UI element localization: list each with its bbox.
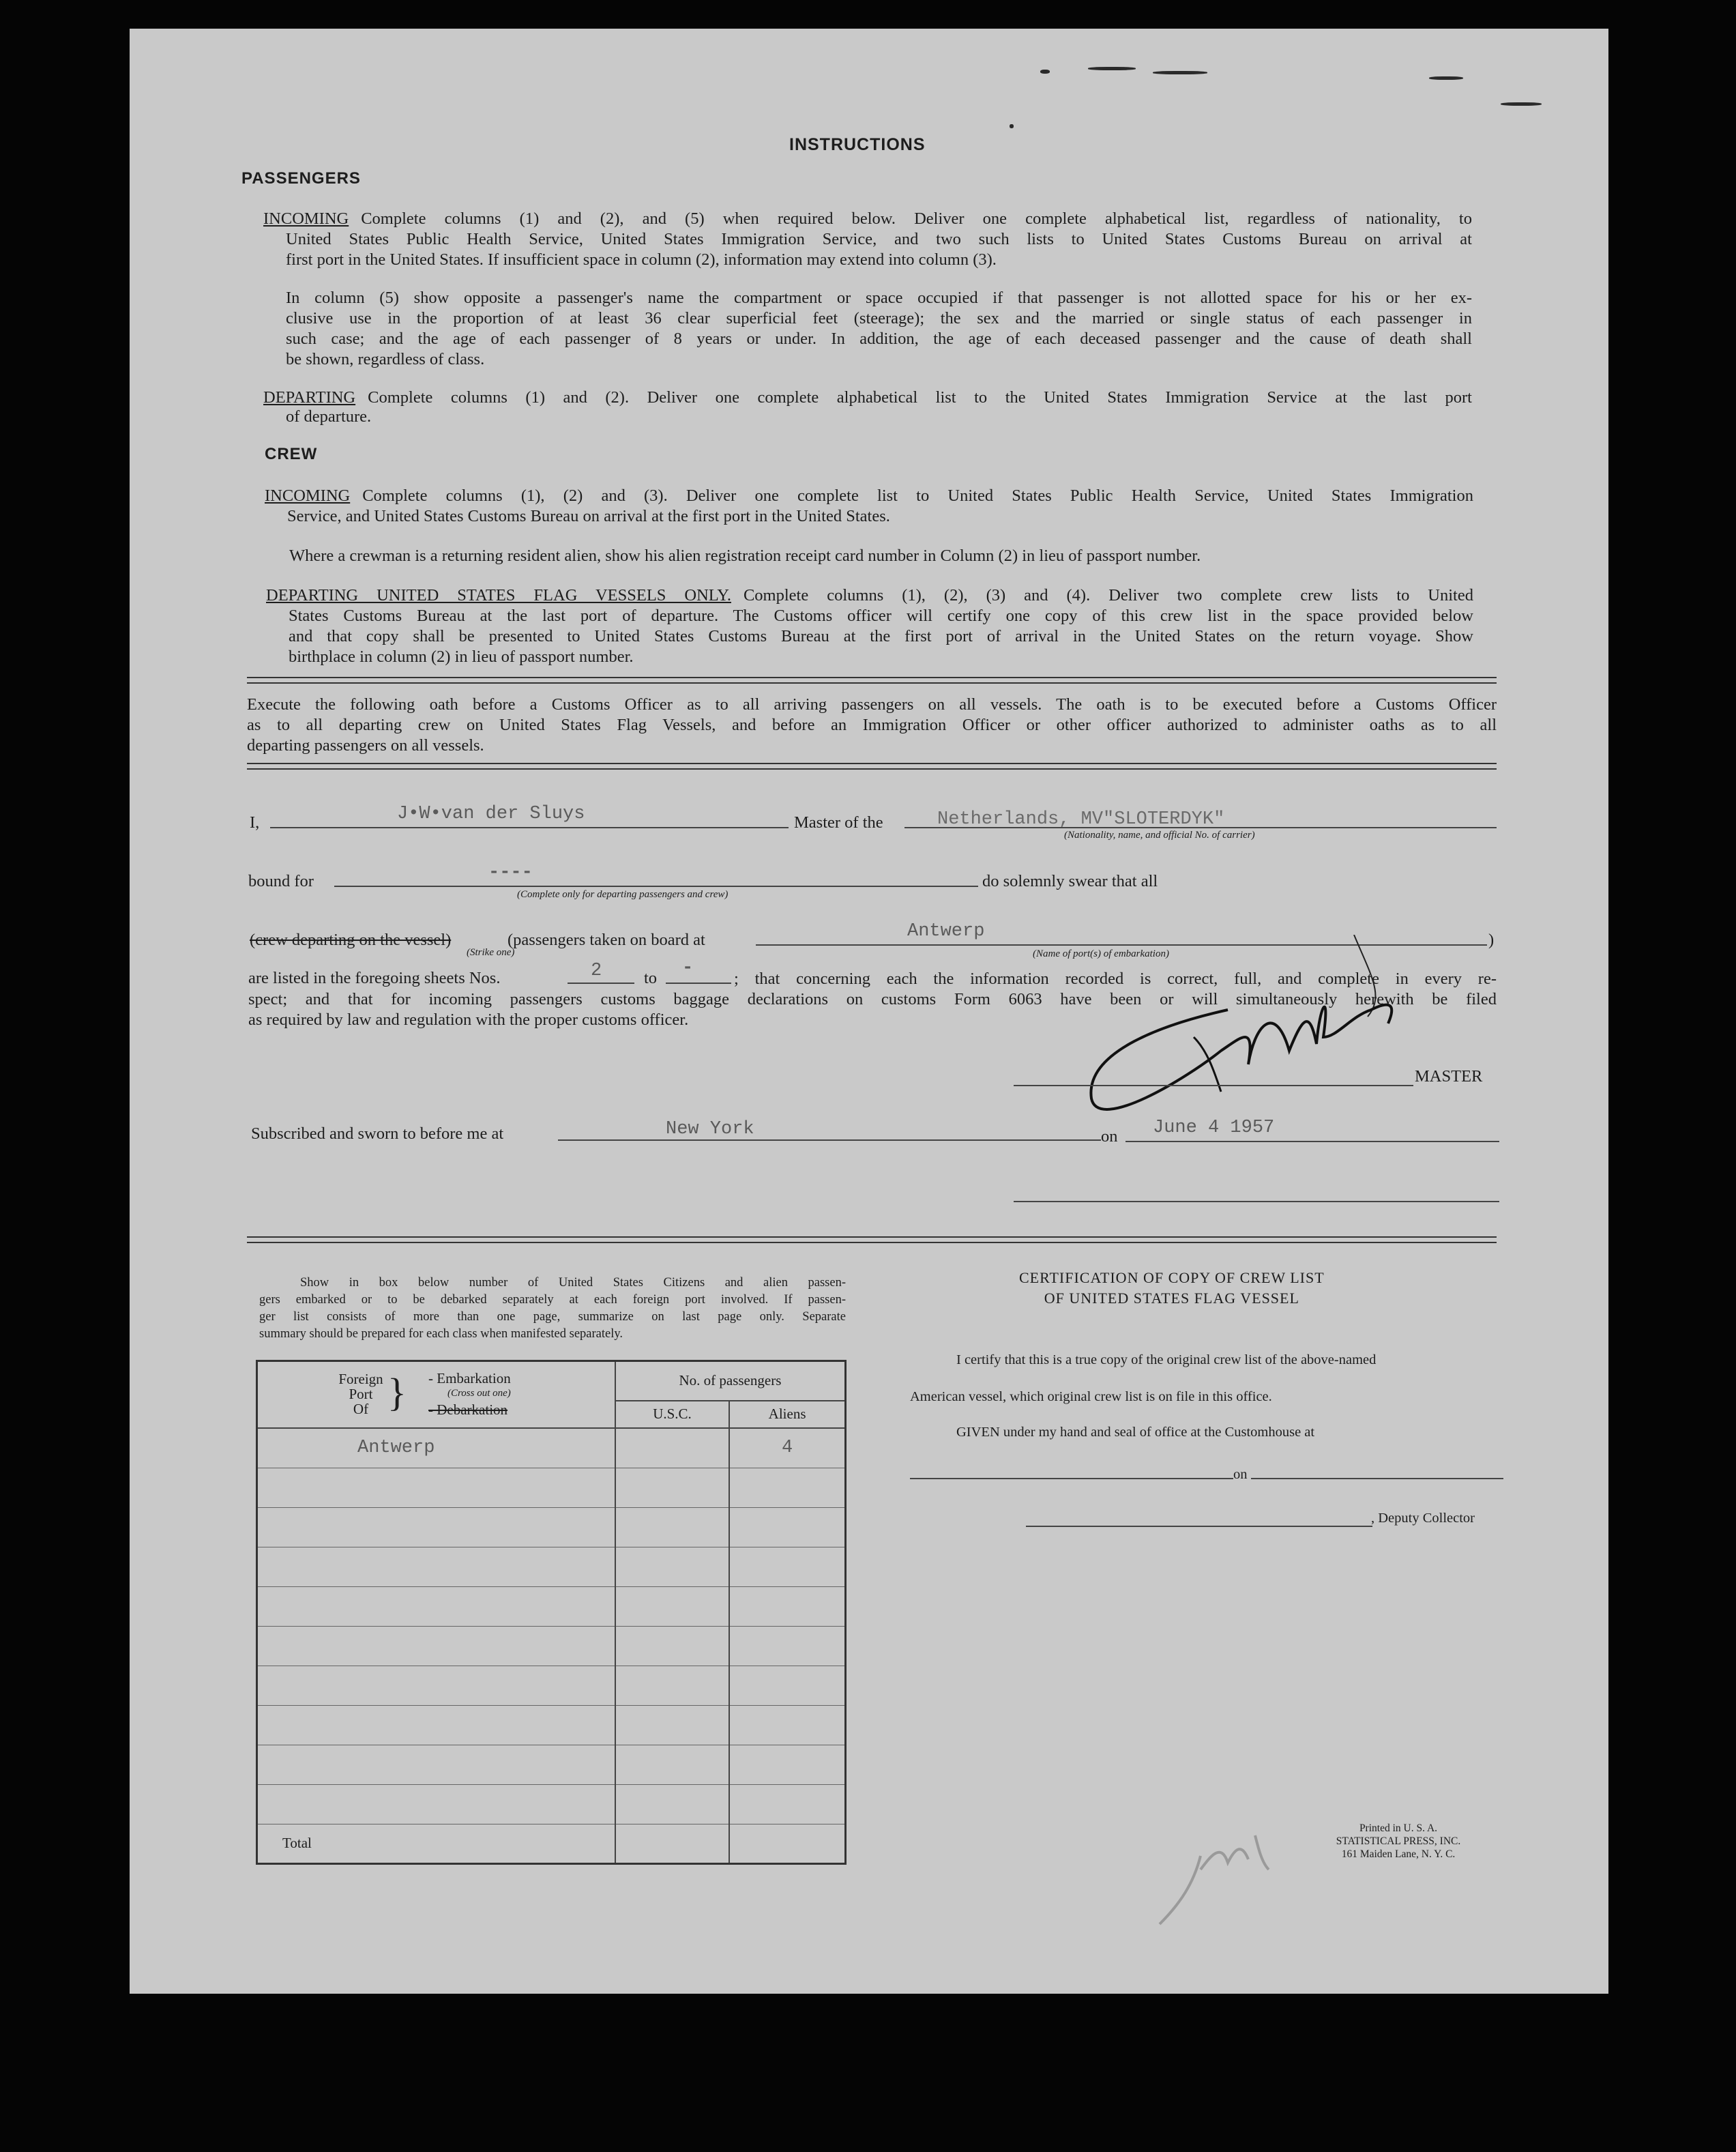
usc-cell	[615, 1626, 729, 1666]
table-row	[257, 1547, 846, 1586]
passengers-departing-paragraph	[263, 388, 1472, 408]
divider	[247, 1236, 1497, 1238]
text-line: first port in the United States. If insufficient space in column (2), information may extend into column (3).	[286, 250, 997, 269]
text-line: States Customs Bureau at the last port of departure. The Customs officer will certify one copy of this crew list in the space provided below	[289, 607, 1473, 625]
passengers-heading: PASSENGERS	[241, 169, 361, 188]
text-line: summary should be prepared for each class when manifested separately.	[259, 1327, 623, 1341]
port-cell	[257, 1626, 615, 1666]
total-usc-cell	[615, 1824, 729, 1863]
sheets-to-label: to	[644, 969, 658, 987]
passengers-incoming-paragraph	[263, 209, 1472, 229]
text-line: Show in box below number of United States Citizens and alien passen-	[300, 1276, 846, 1290]
text-line: spect; and that for incoming passengers customs baggage declarations on customs Form 6063 have been or will simultaneously herewith be filed	[248, 990, 1497, 1008]
aliens-header: Aliens	[729, 1401, 845, 1428]
aliens-cell	[729, 1507, 845, 1547]
pencil-mark	[1153, 1829, 1303, 1931]
usc-header: U.S.C.	[615, 1401, 729, 1428]
aliens-cell: 4	[729, 1428, 845, 1468]
master-name-line	[270, 827, 789, 828]
master-name-value: J•W•van der Sluys	[397, 804, 585, 824]
text-line: Service, and United States Customs Bureau on arrival at the first port in the United States.	[287, 507, 890, 525]
text-line: ; that concerning each the information recorded is correct, full, and complete in every re-	[734, 970, 1497, 988]
summary-note	[259, 1275, 846, 1343]
sworn-date-value: June 4 1957	[1153, 1118, 1275, 1138]
aliens-cell	[729, 1586, 845, 1626]
usc-cell	[615, 1428, 729, 1468]
deputy-collector-line	[1026, 1526, 1372, 1527]
aliens-cell	[729, 1784, 845, 1824]
aliens-cell	[729, 1547, 845, 1586]
printer-line: STATISTICAL PRESS, INC.	[1336, 1835, 1461, 1847]
scan-speck	[1501, 102, 1542, 106]
text-line: In column (5) show opposite a passenger's name the compartment or space occupied if that passenger is not allotted space for his or her ex-	[286, 289, 1472, 307]
text-line: as to all departing crew on United States Flag Vessels, and before an Immigration Officer or other officer authorized to administer oaths as to all	[247, 716, 1497, 734]
brace-glyph: }	[387, 1370, 407, 1414]
table-row	[257, 1428, 846, 1468]
crew-heading: CREW	[265, 445, 318, 463]
text-line: Complete columns (1) and (2), and (5) when required below. Deliver one complete alphabetical list, regardless of nationality, to	[361, 209, 1472, 228]
usc-cell	[615, 1586, 729, 1626]
usc-cell	[615, 1784, 729, 1824]
text-line: Execute the following oath before a Customs Officer as to all arriving passengers on all vessels. The oath is to be executed before a Customs Officer	[247, 695, 1497, 714]
text-line: such case; and the age of each passenger of 8 years or under. In addition, the age of each deceased passenger and the cause of death shall	[286, 330, 1472, 348]
passengers-departing-continued	[286, 407, 559, 427]
table-row	[257, 1666, 846, 1705]
scan-speck	[1429, 76, 1463, 80]
crew-departing-paragraph	[266, 585, 1473, 606]
passengers-incoming-continued	[286, 229, 1472, 270]
port-cell	[257, 1586, 615, 1626]
printer-imprint	[1296, 1822, 1501, 1861]
usc-cell	[615, 1705, 729, 1745]
table-row	[257, 1507, 846, 1547]
foreign-port-header	[257, 1361, 615, 1429]
sheets-prefix: are listed in the foregoing sheets Nos.	[248, 969, 501, 987]
aliens-cell	[729, 1705, 845, 1745]
text-line: gers embarked or to be debarked separately at each foreign port involved. If passen-	[259, 1293, 846, 1307]
table-row	[257, 1586, 846, 1626]
certify-vessel-line: American vessel, which original crew list is on file in this office.	[910, 1389, 1272, 1404]
certification-title-line: CERTIFICATION OF COPY OF CREW LIST	[1019, 1269, 1325, 1286]
table-row	[257, 1784, 846, 1824]
aliens-cell	[729, 1745, 845, 1784]
bound-for-label: bound for	[248, 872, 314, 890]
text-line: departing passengers on all vessels.	[247, 736, 484, 755]
crew-resident-paragraph	[289, 546, 1442, 566]
bound-for-caption: (Complete only for departing passengers and crew)	[517, 889, 729, 900]
sheets-from-line	[568, 983, 634, 984]
table-row	[257, 1626, 846, 1666]
master-signature-line	[1014, 1085, 1413, 1086]
sworn-date-line	[1126, 1141, 1499, 1142]
sheets-to-value: -	[682, 958, 694, 978]
printer-line: 161 Maiden Lane, N. Y. C.	[1341, 1848, 1456, 1860]
master-of-label: Master of the	[794, 813, 883, 832]
officer-signature-line	[1014, 1201, 1499, 1202]
sworn-place-value: New York	[666, 1119, 754, 1139]
bound-for-value: ----	[488, 862, 533, 883]
usc-cell	[615, 1468, 729, 1507]
table-row	[257, 1468, 846, 1507]
table-row	[257, 1745, 846, 1784]
debarkation-label: - Debarkation	[428, 1401, 508, 1418]
scan-speck	[1153, 71, 1207, 74]
sheets-to-line	[666, 983, 731, 984]
column5-paragraph	[286, 288, 1472, 370]
port-cell	[257, 1468, 615, 1507]
certification-title	[1019, 1268, 1325, 1309]
certify-on-label: on	[1233, 1467, 1248, 1482]
cross-out-label: (Cross out one)	[447, 1388, 511, 1399]
execute-oath-paragraph	[247, 695, 1497, 756]
total-label: Total	[282, 1835, 312, 1851]
text-line: and that copy shall be presented to United States Customs Bureau at the first port of arrival in the United States on the return voyage. Show	[289, 627, 1473, 645]
text-line: of departure.	[286, 407, 372, 426]
aliens-cell	[729, 1468, 845, 1507]
text-line: birthplace in column (2) in lieu of passport number.	[289, 648, 634, 666]
scan-speck	[1010, 124, 1014, 128]
close-paren: )	[1488, 931, 1495, 949]
certify-line: I certify that this is a true copy of the original crew list of the above-named	[956, 1352, 1377, 1367]
text-line: be shown, regardless of class.	[286, 350, 485, 368]
swear-label: do solemnly swear that all	[982, 872, 1158, 890]
vessel-value: Netherlands, MV"SLOTERDYK"	[937, 809, 1225, 830]
text-line: Complete columns (1) and (2). Deliver one complete alphabetical list to the United States Immigration Service at the last port	[368, 388, 1472, 407]
subscribed-label: Subscribed and sworn to before me at	[251, 1124, 504, 1143]
aliens-cell	[729, 1626, 845, 1666]
bound-for-line	[334, 886, 978, 887]
passengers-taken-label: (passengers taken on board at	[507, 931, 705, 949]
crew-incoming-label: INCOMING	[265, 486, 351, 505]
customhouse-line	[910, 1478, 1233, 1479]
port-cell	[257, 1547, 615, 1586]
master-label: MASTER	[1415, 1067, 1483, 1086]
master-signature	[1085, 935, 1405, 1139]
printer-line: Printed in U. S. A.	[1359, 1822, 1438, 1834]
sworn-place-line	[558, 1139, 1101, 1141]
foreign-port-label: Foreign Port Of	[338, 1371, 383, 1417]
sworn-on-label: on	[1101, 1127, 1118, 1146]
scan-speck	[1040, 70, 1050, 74]
embarkation-label: - Embarkation	[428, 1370, 511, 1386]
sheets-from-value: 2	[591, 961, 602, 981]
no-passengers-header: No. of passengers	[615, 1361, 846, 1401]
divider	[247, 763, 1497, 764]
port-cell	[257, 1784, 615, 1824]
certification-title-line: OF UNITED STATES FLAG VESSEL	[1044, 1290, 1299, 1307]
port-cell	[257, 1705, 615, 1745]
vessel-caption: (Nationality, name, and official No. of carrier)	[1064, 830, 1255, 841]
aliens-cell	[729, 1666, 845, 1705]
text-line: Where a crewman is a returning resident alien, show his alien registration receipt card number in Column (2) in lieu of passport number.	[289, 547, 1201, 565]
usc-cell	[615, 1666, 729, 1705]
total-row	[257, 1824, 846, 1863]
certify-date-line	[1251, 1478, 1503, 1479]
text-line: Complete columns (1), (2) and (3). Deliver one complete list to United States Public Health Service, United States Immigration	[362, 486, 1473, 505]
ports-summary-table	[256, 1360, 847, 1865]
embark-caption: (Name of port(s) of embarkation)	[1033, 948, 1169, 959]
embark-port-value: Antwerp	[907, 921, 985, 942]
port-cell: Antwerp	[257, 1428, 615, 1468]
text-line: United States Public Health Service, United States Immigration Service, and two such lists to United States Customs Bureau on arrival at	[286, 230, 1472, 248]
usc-cell	[615, 1507, 729, 1547]
usc-cell	[615, 1547, 729, 1586]
text-line: clusive use in the proportion of at least 36 clear superficial feet (steerage); the sex and the married or single status of each passenger in	[286, 309, 1472, 328]
strike-crew-text: (crew departing on the vessel)	[250, 931, 452, 949]
crew-departing-continued	[289, 606, 1473, 667]
port-cell	[257, 1745, 615, 1784]
usc-cell	[615, 1745, 729, 1784]
instructions-title: INSTRUCTIONS	[789, 135, 926, 154]
port-cell	[257, 1666, 615, 1705]
text-line: ger list consists of more than one page, summarize on last page only. Separate	[259, 1310, 846, 1324]
deputy-collector-label: , Deputy Collector	[1371, 1511, 1475, 1526]
passengers-incoming-label: INCOMING	[263, 209, 349, 228]
oath-i-label: I,	[250, 813, 260, 832]
port-cell	[257, 1507, 615, 1547]
total-aliens-cell	[729, 1824, 845, 1863]
passengers-departing-label: DEPARTING	[263, 388, 356, 407]
crew-incoming-continued	[287, 506, 1174, 527]
table-row	[257, 1705, 846, 1745]
given-line: GIVEN under my hand and seal of office at the Customhouse at	[956, 1425, 1315, 1440]
crew-departing-label: DEPARTING UNITED STATES FLAG VESSELS ONLY.	[266, 586, 731, 605]
text-line: as required by law and regulation with the proper customs officer.	[248, 1010, 689, 1029]
text-line: Complete columns (1), (2), (3) and (4). Deliver two complete crew lists to United	[743, 586, 1473, 605]
strike-caption: (Strike one)	[467, 947, 515, 958]
scan-speck	[1088, 67, 1136, 70]
crew-incoming-paragraph	[265, 486, 1473, 506]
divider	[247, 677, 1497, 678]
